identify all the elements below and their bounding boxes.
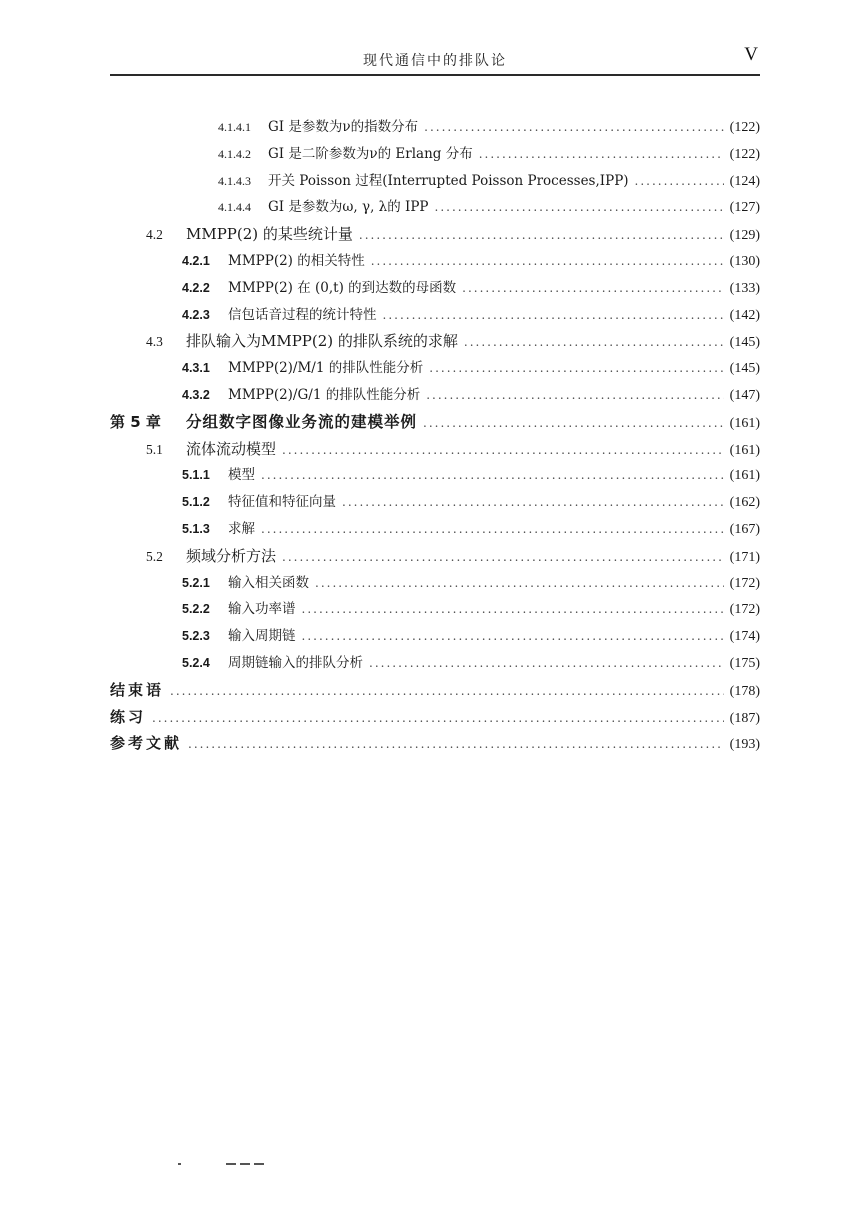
toc-leader-dots: [464, 329, 724, 355]
toc-entry-number: 5.2.2: [182, 602, 210, 617]
scan-marks: [178, 1160, 278, 1168]
toc-entry-page: (127): [729, 200, 760, 216]
toc-entry-number: 5.1.3: [182, 522, 210, 536]
toc-entry-title: 模型: [228, 467, 255, 484]
toc-entry-page: (172): [729, 602, 760, 618]
toc-entry-title: 周期链输入的排队分析: [228, 655, 363, 671]
toc-leader-dots: [359, 222, 724, 248]
toc-entry-page: (171): [729, 549, 760, 565]
toc-entry-title: MMPP(2)/G/1 的排队性能分析: [228, 387, 421, 403]
toc-entry-title: 分组数字图像业务流的建模举例: [186, 412, 418, 431]
toc-entry-page: (122): [729, 146, 760, 162]
toc-entry-title: 参考文献: [110, 734, 183, 753]
toc-entry-number: 4.3: [146, 334, 163, 350]
toc-entry-page: (161): [729, 442, 760, 458]
toc-entry[interactable]: [0, 409, 868, 435]
toc-entry-page: (133): [729, 280, 760, 296]
toc-entry[interactable]: [0, 677, 868, 703]
toc-entry-number: 4.2.2: [182, 280, 210, 295]
toc-leader-dots: [188, 731, 724, 757]
toc-leader-dots: [435, 194, 724, 220]
toc-entry-title: 结束语: [110, 680, 165, 699]
toc-leader-dots: [342, 489, 724, 515]
toc-entry[interactable]: [0, 623, 868, 649]
toc-entry[interactable]: [0, 704, 868, 730]
toc-entry-title: 输入周期链: [228, 628, 296, 645]
toc-leader-dots: [282, 437, 724, 463]
toc-entry-number: 4.2.3: [182, 307, 210, 322]
toc-entry[interactable]: [0, 596, 868, 622]
toc-entry-number: 5.1: [146, 441, 163, 457]
toc-entry-page: (187): [729, 710, 760, 726]
toc-entry[interactable]: [0, 114, 868, 140]
toc-entry-page: (147): [729, 388, 760, 403]
toc-entry-title: 流体流动模型: [186, 439, 277, 458]
toc-leader-dots: [635, 168, 724, 194]
toc-entry-number: 4.1.4.2: [218, 146, 251, 161]
running-header-title: 现代通信中的排队论: [363, 53, 507, 69]
toc-entry-title: 排队输入为MMPP(2) 的排队系统的求解: [186, 332, 458, 351]
toc-entry[interactable]: [0, 355, 868, 381]
toc-entry-title: 特征值和特征向量: [228, 494, 336, 511]
toc-entry-page: (175): [729, 656, 760, 671]
toc-entry-page: (161): [729, 415, 760, 431]
toc-entry-page: (145): [729, 335, 760, 351]
page-number: V: [744, 44, 758, 65]
toc-leader-dots: [261, 516, 724, 542]
toc-entry-title: 信包话音过程的统计特性: [228, 306, 377, 323]
toc-entry-title: 求解: [228, 521, 255, 537]
toc-leader-dots: [462, 275, 724, 301]
toc-entry-number: 4.1.4.4: [218, 200, 251, 215]
toc-entry-page: (124): [729, 173, 760, 189]
toc-leader-dots: [369, 650, 724, 676]
toc-entry-number: 5.1.1: [182, 468, 210, 483]
toc-entry-title: GI 是参数为ν的指数分布: [268, 119, 419, 135]
toc-entry-number: 5.2.4: [182, 656, 210, 670]
toc-entry-title: 输入相关函数: [228, 574, 309, 591]
toc-entry[interactable]: [0, 302, 868, 328]
toc-entry-page: (174): [729, 629, 760, 645]
toc-entry-title: GI 是参数为ω, γ, λ的 IPP: [268, 199, 429, 216]
toc-entry-number: 4.2: [146, 227, 163, 243]
toc-entry-title: 频域分析方法: [186, 546, 277, 565]
toc-entry-title: 练习: [110, 707, 147, 726]
toc-entry-number: 5.2.1: [182, 575, 210, 590]
toc-entry-page: (122): [729, 120, 760, 135]
toc-entry-page: (162): [729, 495, 760, 511]
running-header: [110, 40, 760, 76]
toc-entry[interactable]: [0, 194, 868, 220]
toc-entry-number: 4.1.4.1: [218, 120, 251, 134]
toc-entry-title: MMPP(2) 的某些统计量: [186, 225, 353, 244]
toc-entry[interactable]: [0, 328, 868, 354]
toc-entry[interactable]: [0, 462, 868, 488]
toc-entry[interactable]: [0, 221, 868, 247]
toc-entry[interactable]: [0, 543, 868, 569]
toc-entry[interactable]: [0, 730, 868, 756]
toc-leader-dots: [479, 141, 724, 167]
toc-entry-page: (129): [729, 228, 760, 244]
toc-entry-title: MMPP(2) 的相关特性: [228, 253, 365, 269]
toc-entry-title: 输入功率谱: [228, 601, 296, 618]
toc-entry[interactable]: [0, 168, 868, 194]
toc-entry-title: MMPP(2) 在 (0,t) 的到达数的母函数: [228, 279, 457, 296]
toc-entry-page: (130): [729, 254, 760, 269]
toc-leader-dots: [424, 114, 724, 140]
toc-entry[interactable]: [0, 275, 868, 301]
toc-entry[interactable]: [0, 141, 868, 167]
toc-leader-dots: [152, 705, 724, 731]
toc-entry[interactable]: [0, 489, 868, 515]
toc-leader-dots: [429, 355, 723, 381]
toc-leader-dots: [423, 410, 724, 436]
toc-leader-dots: [426, 382, 723, 408]
toc-entry-page: (167): [729, 522, 760, 537]
toc-leader-dots: [302, 596, 724, 622]
toc-entry-number: 5.2: [146, 548, 163, 564]
toc-entry[interactable]: [0, 650, 868, 676]
toc-entry-number: 4.3.2: [182, 388, 210, 402]
toc-entry[interactable]: [0, 248, 868, 274]
toc-leader-dots: [170, 678, 724, 704]
toc-leader-dots: [302, 623, 724, 649]
toc-leader-dots: [383, 302, 724, 328]
toc-entry-number: 4.1.4.3: [218, 173, 251, 188]
toc-entry-number: 5.1.2: [182, 495, 210, 510]
toc-entry[interactable]: [0, 516, 868, 542]
toc-entry-title: 开关 Poisson 过程(Interrupted Poisson Processes,IPP): [268, 172, 629, 189]
toc-entry-page: (142): [729, 307, 760, 323]
toc-leader-dots: [315, 570, 724, 596]
toc-leader-dots: [282, 544, 724, 570]
toc-entry-page: (172): [729, 575, 760, 591]
toc-leader-dots: [261, 462, 724, 488]
toc-entry-title: GI 是二阶参数为ν的 Erlang 分布: [268, 145, 473, 162]
toc-entry-number: 5.2.3: [182, 629, 210, 644]
toc-entry-number: 4.2.1: [182, 254, 210, 268]
toc-entry[interactable]: [0, 382, 868, 408]
toc-entry-page: (161): [729, 468, 760, 484]
toc-entry-page: (145): [729, 361, 760, 377]
toc-entry-page: (193): [729, 737, 760, 753]
toc-entry-title: MMPP(2)/M/1 的排队性能分析: [228, 360, 424, 377]
toc-entry-number: 第 5 章: [110, 412, 161, 431]
toc-entry-number: 4.3.1: [182, 361, 210, 376]
toc-leader-dots: [371, 248, 724, 274]
header-rule: [110, 74, 760, 76]
toc-entry[interactable]: [0, 570, 868, 596]
toc-entry-page: (178): [729, 683, 760, 699]
toc-entry[interactable]: [0, 436, 868, 462]
